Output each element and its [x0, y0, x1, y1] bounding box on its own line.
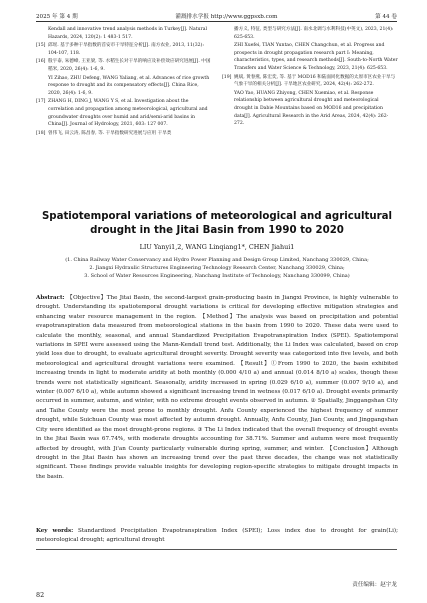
- reference-item: [16] 殷宇泰, 朱德峰, 王亚梁, 等. 水稻生长对干旱的响应及补偿效应研究进展[J]. 中国稻米, 2020, 26(4): 1-6, 9.: [36, 59, 211, 72]
- page-number: 82: [36, 591, 45, 599]
- reference-column-right: [222, 26, 398, 129]
- affiliation-line: 2. Jiangxi Hydraulic Structures Engineering Technology Research Center, Nanchang 330029, China;: [89, 265, 345, 271]
- objective-text: The Jitai Basin, the second-largest grain-producing basin in Jiangxi Province, is highly vulnerable to drought. Understanding its spatiotemporal drought variations is critical for developing effective mitigation strategies and enhancing water resource management in the region.: [36, 295, 399, 320]
- running-header: [36, 8, 397, 20]
- keywords-label: Key words:: [36, 528, 74, 534]
- result-tag: 【Result】: [237, 360, 271, 367]
- responsible-editor: 责任编辑：赵宇龙: [352, 582, 397, 588]
- journal-year: 2025 年 第 4 期: [36, 14, 78, 20]
- journal-name: 灌溉排水学报 http://www.ggpsxb.com: [175, 14, 278, 20]
- conclusion-text: Although drought in the Jitai Basin has shown an increasing trend over the past three decades, the change was not statistically significant. These findings provide valuable insights for developing region-specific strategies to mitigate drought impacts in the basin.: [36, 445, 399, 480]
- volume-label: 第 44 卷: [375, 14, 397, 20]
- author-list: LIU Yanyi1,2, WANG Linqiang1*, CHEN Jiahui1: [139, 243, 295, 251]
- reference-item: [18] 曾伟飞, 田云涛, 陈昌春, 等. 干旱指数研究进展与应用 干旱类: [36, 130, 172, 136]
- reference-item: Kendall and innovative trend analysis methods in Turkey[J]. Natural Hazards, 2024, 120(2): 1 483-1 517.: [48, 27, 207, 40]
- reference-item: YAO Yao, HUANG Zhiyong, CHEN Xuemiao, et al. Response relationship between agricultural drought and meteorological drought in Dabie Mountains based on MOD16 and precipitation data[J]. Agricultural Research in the Arid Areas, 2024, 42(4): 262-272.: [234, 90, 389, 127]
- result-text: ①From 1990 to 2020, the basin exhibited increasing trends in light to moderate aridity at both monthly (0.000 4/10 a) and annual (0.014 8/10 a) scales, though these trends were not statistically significant. Seasonally, aridity increased in spring (0.029 6/10 a), summer (0.007 9/10 a), and winter (0.007 6/10 a), while autumn showed a significant increasing trend in wetness (0.017 6/10 a). Drought events primarily occurred in summer, autumn, and winter, with no extreme drought events observed in autumn. ② Spatially, Jinggangshan City and Taihe County were the most prone to monthly drought. Anfu County experienced the highest frequency of summer drought, while Suichuan County was most affected by autumn drought. Annually, Anfu County, Jian County, and Jinggangshan City were identified as the most drought-prone regions. ③ The Li Index indicated that the overall frequency of drought events in the Jitai Basin was 67.74%, with moderate droughts accounting for 38.71%. Summer and autumn were most frequently affected by drought, with Ji'an County particularly vulnerable during spring, summer, and winter.: [36, 360, 398, 452]
- reference-item: 播方义, 特征, 类型与研究方法[J]. 南水北调与水利科技(中英文), 2023, 21(4): 625-653.: [234, 27, 394, 40]
- reference-list: [36, 26, 398, 204]
- affiliation-line: 3. School of Water Resources Engineering, Nanchang Institute of Technology, Nanchang 330099, China): [84, 273, 350, 279]
- header-rule: [36, 21, 397, 22]
- method-text: The analysis was based on precipitation and potential evapotranspiration data measured from meteorological stations in the basin from 1990 to 2020. These data were used to calculate the monthly, seasonal, and annual Standardized Precipitation Evapotranspiration Index (SPEI). Spatiotemporal variations in SPEI were assessed using the Mann-Kendall trend test. Additionally, the Li Index was calculated, based on crop yield loss due to drought, to evaluate agricultural drought severity. Drought severity was categorized into five levels, and both meteorological and agricultural drought variations were examined.: [36, 313, 398, 367]
- footer-rule: [36, 549, 397, 550]
- reference-item: [17] ZHANG H, DING J, WANG Y S, et al. Investigation about the correlation and propagation among meteorological, agricultural and groundwater droughts over humid and arid/semi-arid basins in China[J]. Journal of Hydrology, 2021, 603: 127 007.: [36, 99, 208, 128]
- abstract-label: Abstract:: [36, 295, 65, 301]
- keywords-text: Standardized Precipitation Evapotranspiration Index (SPEI); Loss index due to drought for grain(Li); meteorological drought; agricultural drought: [36, 528, 398, 544]
- conclusion-tag: 【Conclusion】: [326, 445, 373, 452]
- english-title: Spatiotemporal variations of meteorological and agricultural drought in the Jitai Basin from 1990 to 2020: [41, 211, 393, 236]
- reference-item: [15] 邱瑶. 基于多种干旱指数的首安市干旱特征分析[J]. 南方农业, 2013, 11(32): 104-107, 118.: [36, 43, 204, 56]
- reference-item: YI Zihao, ZHU Defeng, WANG Yaliang, et al. Advances of rice growth response to drought and its compensatory effects[J]. China Rice, 2020, 26(4): 1-6, 9.: [48, 75, 210, 96]
- reference-column-left: [36, 26, 212, 138]
- keywords: [36, 527, 398, 546]
- objective-tag: 【Objective】: [66, 295, 107, 301]
- reference-item: [19] 姚斌, 黄春燕, 陈宏奕, 等. 基于 MOD16 和陆面同化数据的太原市区农业干旱与气象干旱的相关分析[J]. 干旱地区农业研究, 2024, 42(4): 262-272.: [222, 74, 396, 88]
- reference-item: ZHI Xuefei, TIAN Yuntao, CHEN Changchun, et al. Progress and prospects in drought propagation research part Ⅰ: Meaning, characteristics, types, and research methods[J]. South-to-North Water Transfers and Water Science & Technology, 2023, 21(4): 625-653.: [234, 43, 398, 71]
- method-tag: 【Method】: [199, 313, 237, 320]
- abstract: [36, 294, 398, 482]
- affiliation-line: (1. China Railway Water Conservancy and Hydro Power Planning and Design Group Limited, Nanchang 330029, China;: [65, 257, 369, 263]
